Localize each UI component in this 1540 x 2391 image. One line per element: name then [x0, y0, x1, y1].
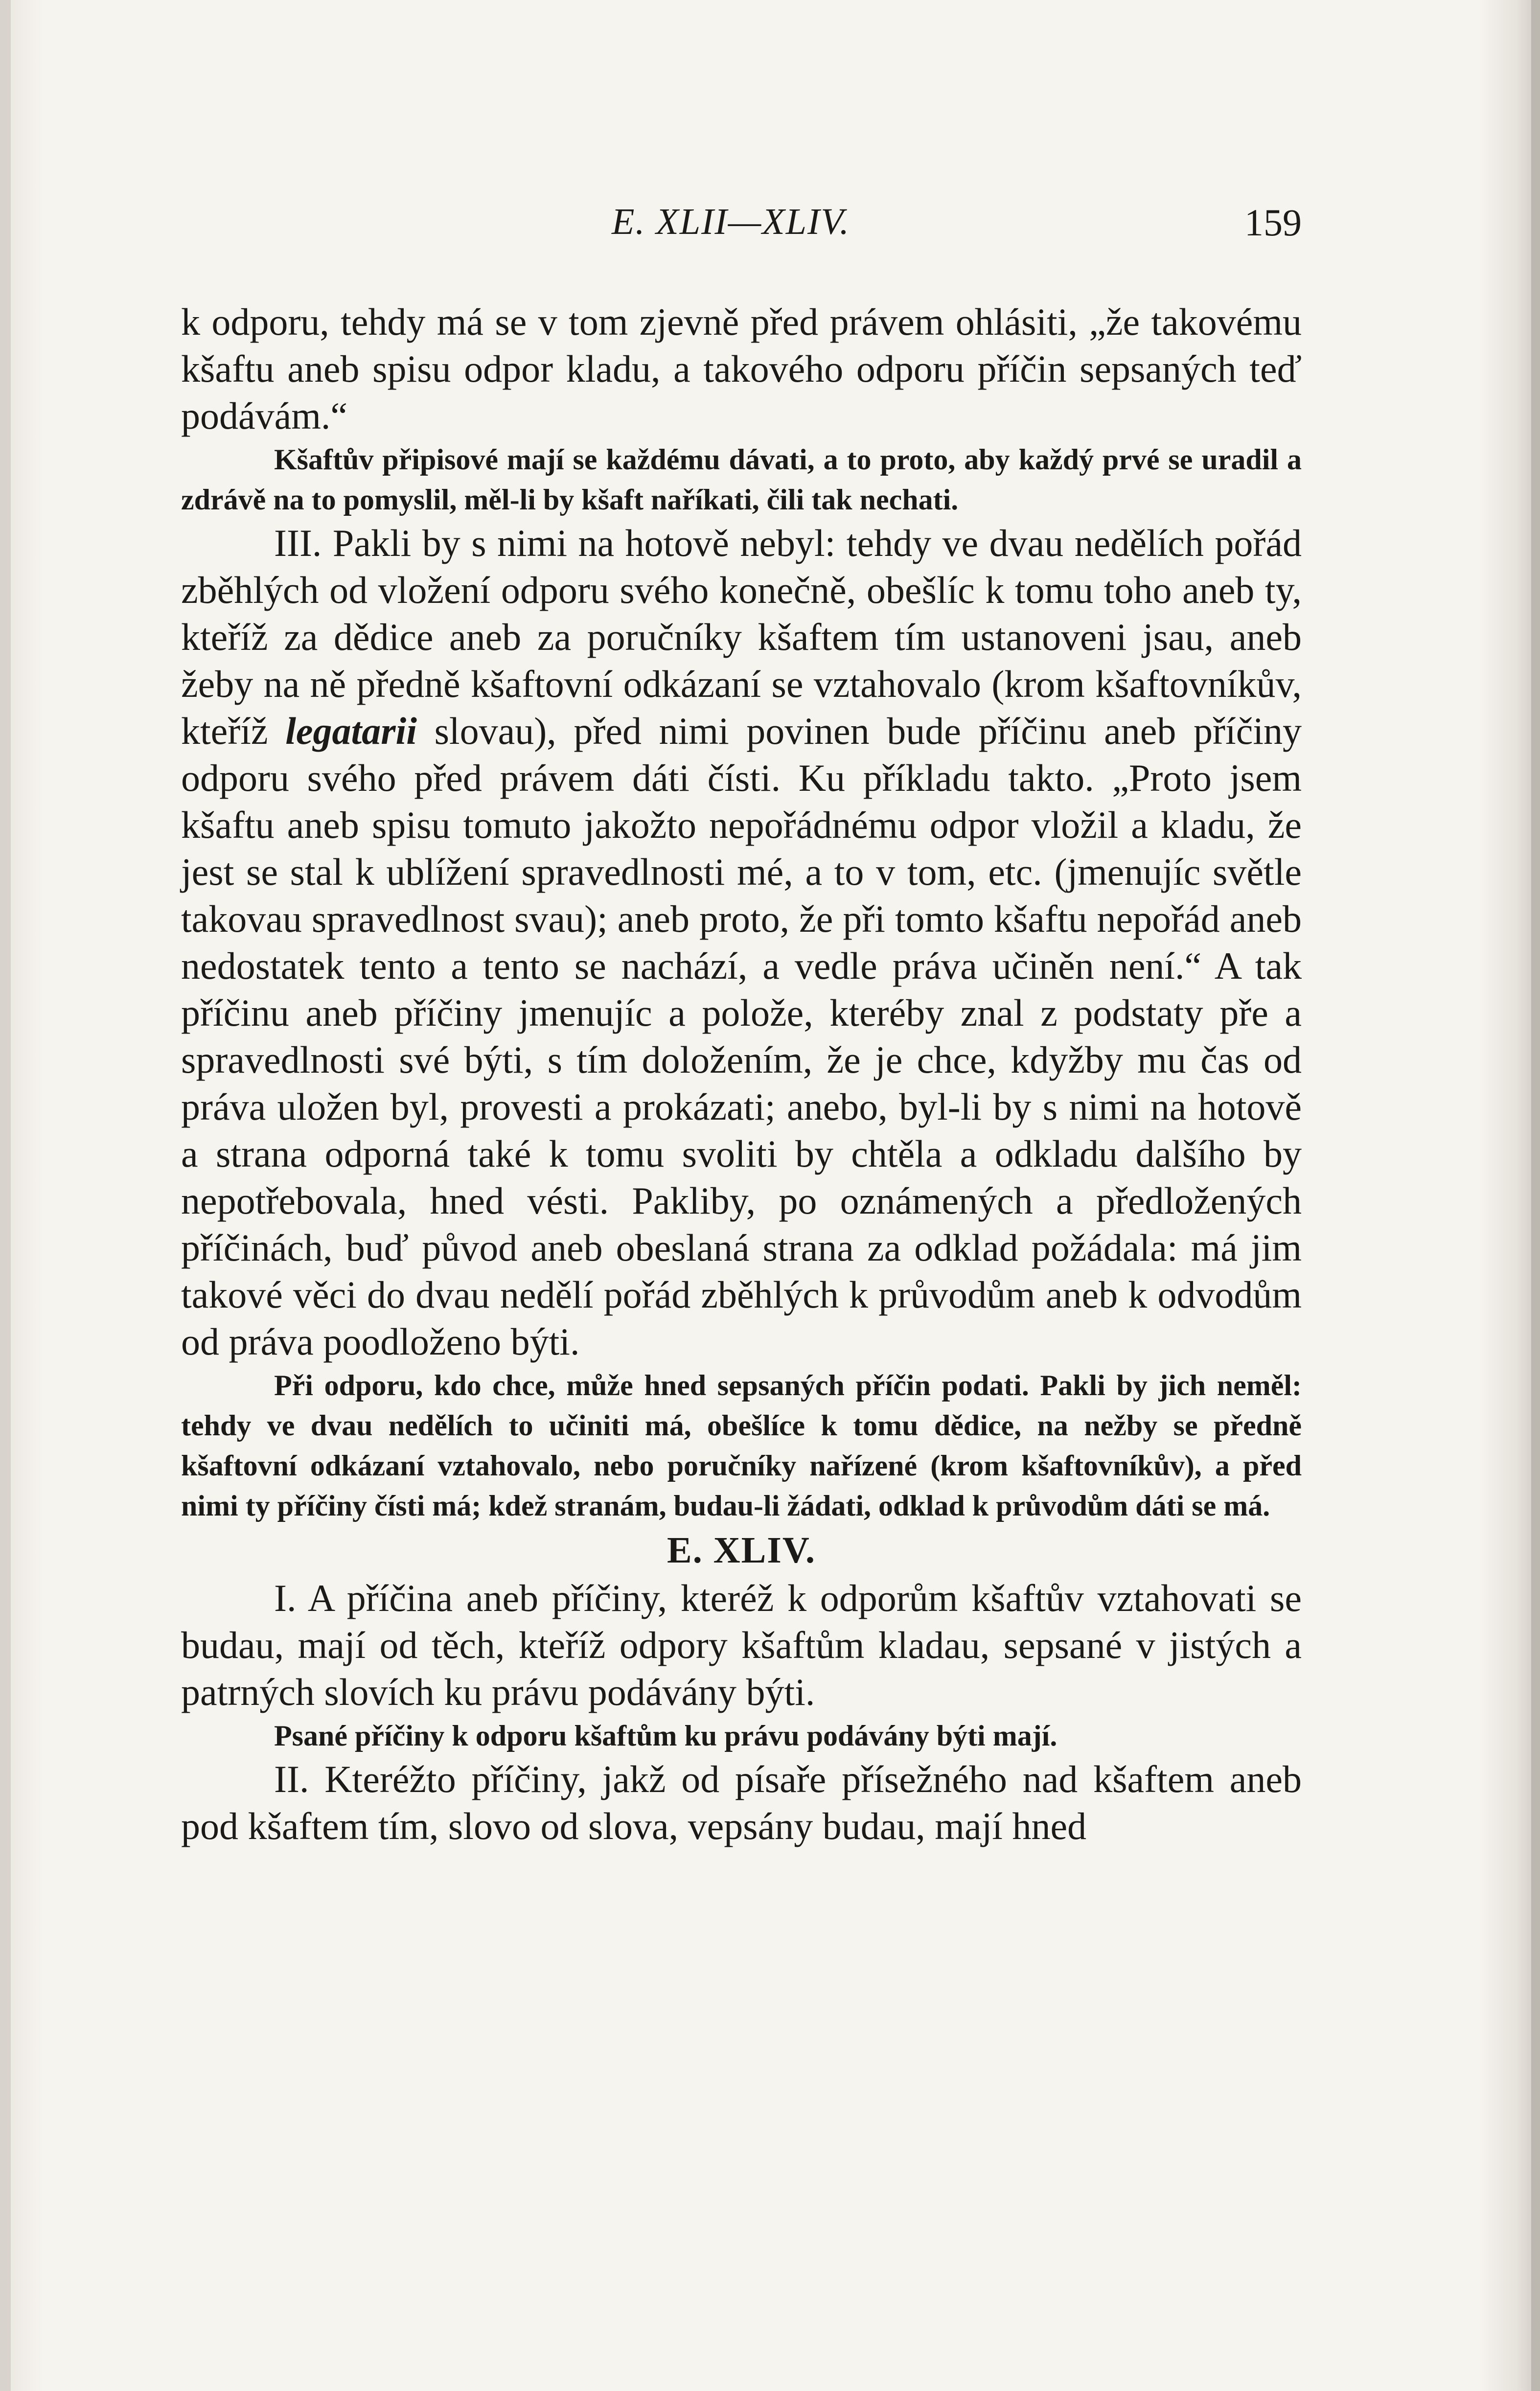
latin-term: legatarii	[285, 710, 417, 752]
paragraph-iii	[181, 520, 1302, 1365]
paragraph-number: III.	[274, 522, 322, 564]
paragraph-continuation: k odporu, tehdy má se v tom zjevně před právem ohlásiti, „že takovému kšaftu aneb spisu odpor kladu, a takového odporu příčin sepsaných teď podávám.“	[181, 300, 1302, 437]
marginal-note-3: Psané příčiny k odporu kšaftům ku právu podávány býti mají.	[274, 1720, 1057, 1752]
page-header	[181, 201, 1302, 254]
paragraph-text: Pakli by s nimi na hotově nebyl: tehdy ve dvau nedělích pořád zběhlých od vložení odporu svého konečně, obešlíc k tomu toho aneb ty, kteříž za dědice aneb za poručníky kšaftem tím ustanoveni jsau, aneb žeby na ně předně kšaftovní odkázaní se vztahovalo (krom kšaftovníkův, kteříž	[181, 522, 1302, 752]
right-page-edge	[1531, 0, 1540, 2391]
left-page-edge	[0, 0, 11, 2391]
running-head: E. XLII—XLIV.	[612, 201, 850, 242]
paragraph-number: II.	[274, 1758, 309, 1800]
paragraph-ii	[181, 1756, 1302, 1850]
page-number: 159	[1244, 201, 1302, 244]
paragraph-text: slovau), před nimi povinen bude příčinu aneb příčiny odporu svého před právem dáti čísti. Ku příkladu takto. „Proto jsem kšaftu aneb spisu tomuto jakožto nepořádnému odpor vložil a kladu, že jest se stal k ublížení spravedlnosti mé, a to v tom, etc. (jmenujíc světle takovau spravedlnost svau); aneb proto, že při tomto kšaftu nepořád aneb nedostatek tento a tento se nachází, a vedle práva učiněn není.“ A tak příčinu aneb příčiny jmenujíc a polože, kteréby znal z podstaty pře a spravedlnosti své býti, s tím doložením, že je chce, kdyžby mu čas od práva uložen byl, provesti a prokázati; anebo, byl-li by s nimi na hotově a strana odporná také k tomu svoliti by chtěla a odkladu dalšího by nepotřebovala, hned vésti. Pakliby, po oznámených a předložených příčinách, buď původ aneb obeslaná strana za odklad požádala: má jim takové věci do dvau nedělí pořád zběhlých k průvodům aneb k odvodům od práva poodloženo býti.	[181, 710, 1302, 1363]
section-heading: E. XLIV.	[667, 1530, 816, 1571]
paragraph-number: I.	[274, 1577, 297, 1619]
paragraph-i	[181, 1575, 1302, 1716]
paragraph-text: A příčina aneb příčiny, kteréž k odporům kšaftův vztahovati se budau, mají od těch, kteříž odpory kšaftům kladau, sepsané v jistých a patrných slovích ku právu podávány býti.	[181, 1577, 1302, 1713]
page-body	[181, 299, 1302, 1850]
marginal-note-2: Při odporu, kdo chce, může hned sepsaných příčin podati. Pakli by jich neměl: tehdy ve dvau nedělích to učiniti má, obešlíce k tomu dědice, na nežby se předně kšaftovní odkázaní vztahovalo, nebo poručníky nařízené (krom kšaftovníkův), a před nimi ty příčiny čísti má; kdež stranám, budau-li žádati, odklad k průvodům dáti se má.	[181, 1369, 1302, 1522]
paragraph-text: Kteréžto příčiny, jakž od písaře přísežného nad kšaftem aneb pod kšaftem tím, slovo od slova, vepsány budau, mají hned	[181, 1758, 1302, 1847]
marginal-note-1: Kšaftův připisové mají se každému dávati, a to proto, aby každý prvé se uradil a zdrávě na to pomyslil, měl-li by kšaft naříkati, čili tak nechati.	[181, 443, 1302, 516]
